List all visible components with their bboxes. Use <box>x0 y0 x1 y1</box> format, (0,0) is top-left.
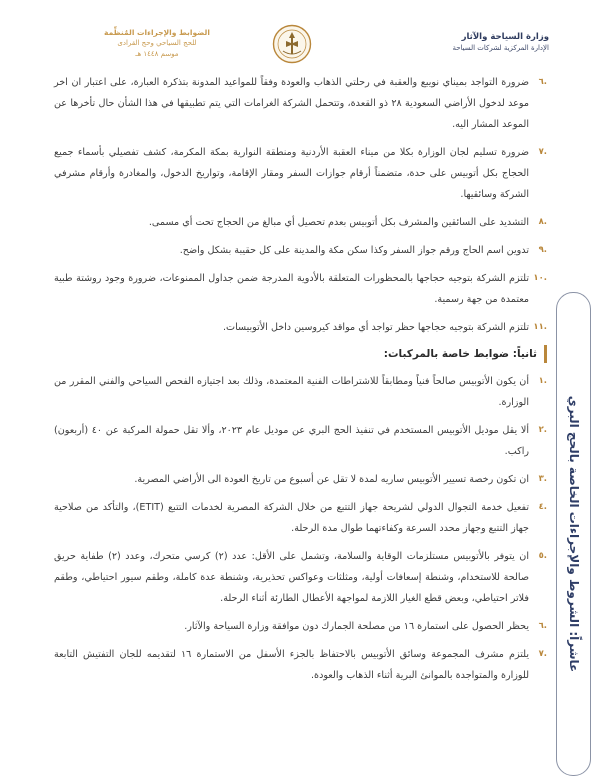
item-text: تلتزم الشركة بتوجيه حجاجها حظر تواجد أي مواقد كيروسين داخل الأتوبيسات. <box>223 322 529 333</box>
document-title-block <box>94 27 220 60</box>
item-number: .٧ <box>538 649 547 659</box>
ministry-block <box>452 31 549 54</box>
list-item <box>54 616 547 637</box>
ministry-seal-icon <box>272 24 312 64</box>
item-number: .٧ <box>538 147 547 157</box>
item-text: التشديد على السائقين والمشرف بكل أتوبيس بعدم تحصيل أي مبالغ من الحجاج تحت أي مسمى. <box>148 217 529 228</box>
page-content <box>54 72 547 693</box>
item-number: .٢ <box>538 425 547 435</box>
list-item <box>54 268 547 310</box>
item-text: تدوين اسم الحاج ورقم جواز السفر وكذا سكن مكة والمدينة على كل حقيبة بشكل واضح. <box>179 245 529 256</box>
document-subtitle: للحج السياحي وحج القرادى <box>117 39 197 47</box>
item-number: .٥ <box>538 551 547 561</box>
item-text: ضرورة تسليم لجان الوزارة بكلا من ميناء العقبة الأردنية ومنطقة النوارية بمكة المكرمة، كشف تفصيلي بأسماء جميع الحجاج بكل أتوبيس على حدة، متضمناً أرقام جوازات السفر ومقار الإقامة، وتواريخ الدخول، والمغادرة وأرقام مشرفي الشركة وسائقيها. <box>54 147 529 200</box>
item-number: .٦ <box>538 621 547 631</box>
list-item <box>54 371 547 413</box>
chapter-title: عاشراً: الشروط والإجراءات الخاصة بالحج البري <box>566 395 581 673</box>
list-item <box>54 317 547 338</box>
item-text: يلتزم مشرف المجموعة وسائق الأتوبيس بالاحتفاظ بالجزء الأسفل من الاستمارة ١٦ لتقديمه للجان التفتيش التابعة للوزارة والمتواجدة بالموانئ البرية أثناء الذهاب والعودة. <box>54 649 529 681</box>
item-number: .٩ <box>538 245 547 255</box>
list-item <box>54 546 547 609</box>
item-text: تلتزم الشركة بتوجيه حجاجها بالمحظورات المتعلقة بالأدوية المدرجة ضمن جداول الممنوعات، ضرورة وجود روشتة طبية معتمدة من جهة رسمية. <box>54 273 529 305</box>
ministry-name: وزارة السياحة والآثار <box>461 32 549 42</box>
list-item <box>54 644 547 686</box>
list-item <box>54 420 547 462</box>
item-text: تفعيل خدمة التجوال الدولي لشريحة جهاز التتبع من خلال الشركة المصرية لخدمات التتبع (ETIT)، والتأكد من صلاحية جهاز التتبع وجهاز محدد السرعة وكفاءتهما طوال مدة الرحلة. <box>54 502 529 534</box>
page-header <box>0 0 597 74</box>
item-text: ألا يقل موديل الأتوبيس المستخدم في تنفيذ الحج البري عن موديل عام ٢٠٢٣، وألا تقل حمولة المركبة عن ٤٠ (أربعون) راكب. <box>54 425 530 457</box>
item-number: .١٠ <box>533 273 547 283</box>
item-text: ان يتوفر بالأتوبيس مستلزمات الوقاية والسلامة، وتشمل على الأقل: عدد (٢) كرسي متحرك، وعدد (٢) طفاية حريق صالحة للاستخدام، وشنطة إسعافات أولية، ومثلثات وعواكس تحذيرية، وشنطة عدة كاملة، وطقم سيور احتياطي، وطقم فلاتر احتياطي، وبعض قطع الغيار اللازمة لمواجهة الأعطال الطارئة أثناء الرحلة. <box>54 551 529 604</box>
item-number: .٤ <box>538 502 547 512</box>
item-number: .٨ <box>538 217 547 227</box>
document-title: الضوابط والإجراءات المُنظِّمة <box>104 28 210 37</box>
item-text: أن يكون الأتوبيس صالحاً فنياً ومطابقاً للاشتراطات الفنية المعتمدة، وذلك بعد اجتيازه الفحص السياحي والفني المقرر من الوزارة. <box>54 376 529 408</box>
list-item <box>54 497 547 539</box>
item-text: يحظر الحصول على استمارة ١٦ من مصلحة الجمارك دون موافقة وزارة السياحة والآثار. <box>184 621 529 632</box>
list-item <box>54 212 547 233</box>
chapter-side-tab <box>556 292 591 776</box>
item-number: .١ <box>538 376 547 386</box>
list-item <box>54 72 547 135</box>
list-item <box>54 240 547 261</box>
list-item <box>54 142 547 205</box>
item-text: ضرورة التواجد بميناي نويبع والعقبة في رحلتي الذهاب والعودة وفقاً للمواعيد المدونة بتذكرة العبارة، على اعتبار ان اخر موعد لدخول الأراضي السعودية ٢٨ ذو القعدة، وتتحمل الشركة الغرامات التي يتم تطبيقها في هذا الشأن حال تأخرها عن الموعد المشار اليه. <box>54 77 529 130</box>
item-number: .٦ <box>538 77 547 87</box>
item-text: ان تكون رخصة تسيير الأتوبيس ساريه لمدة لا تقل عن أسبوع من تاريخ العودة الى الأراضي المصرية. <box>134 474 529 485</box>
department-name: الإدارة المركزية لشركات السياحة <box>452 44 549 52</box>
list-item <box>54 469 547 490</box>
section-heading-vehicles: ثانياً: ضوابط خاصة بالمركبات: <box>54 345 547 363</box>
season-label: موسم ١٤٤٨ هـ <box>135 50 179 58</box>
item-number: .١١ <box>533 322 547 332</box>
item-number: .٣ <box>538 474 547 484</box>
